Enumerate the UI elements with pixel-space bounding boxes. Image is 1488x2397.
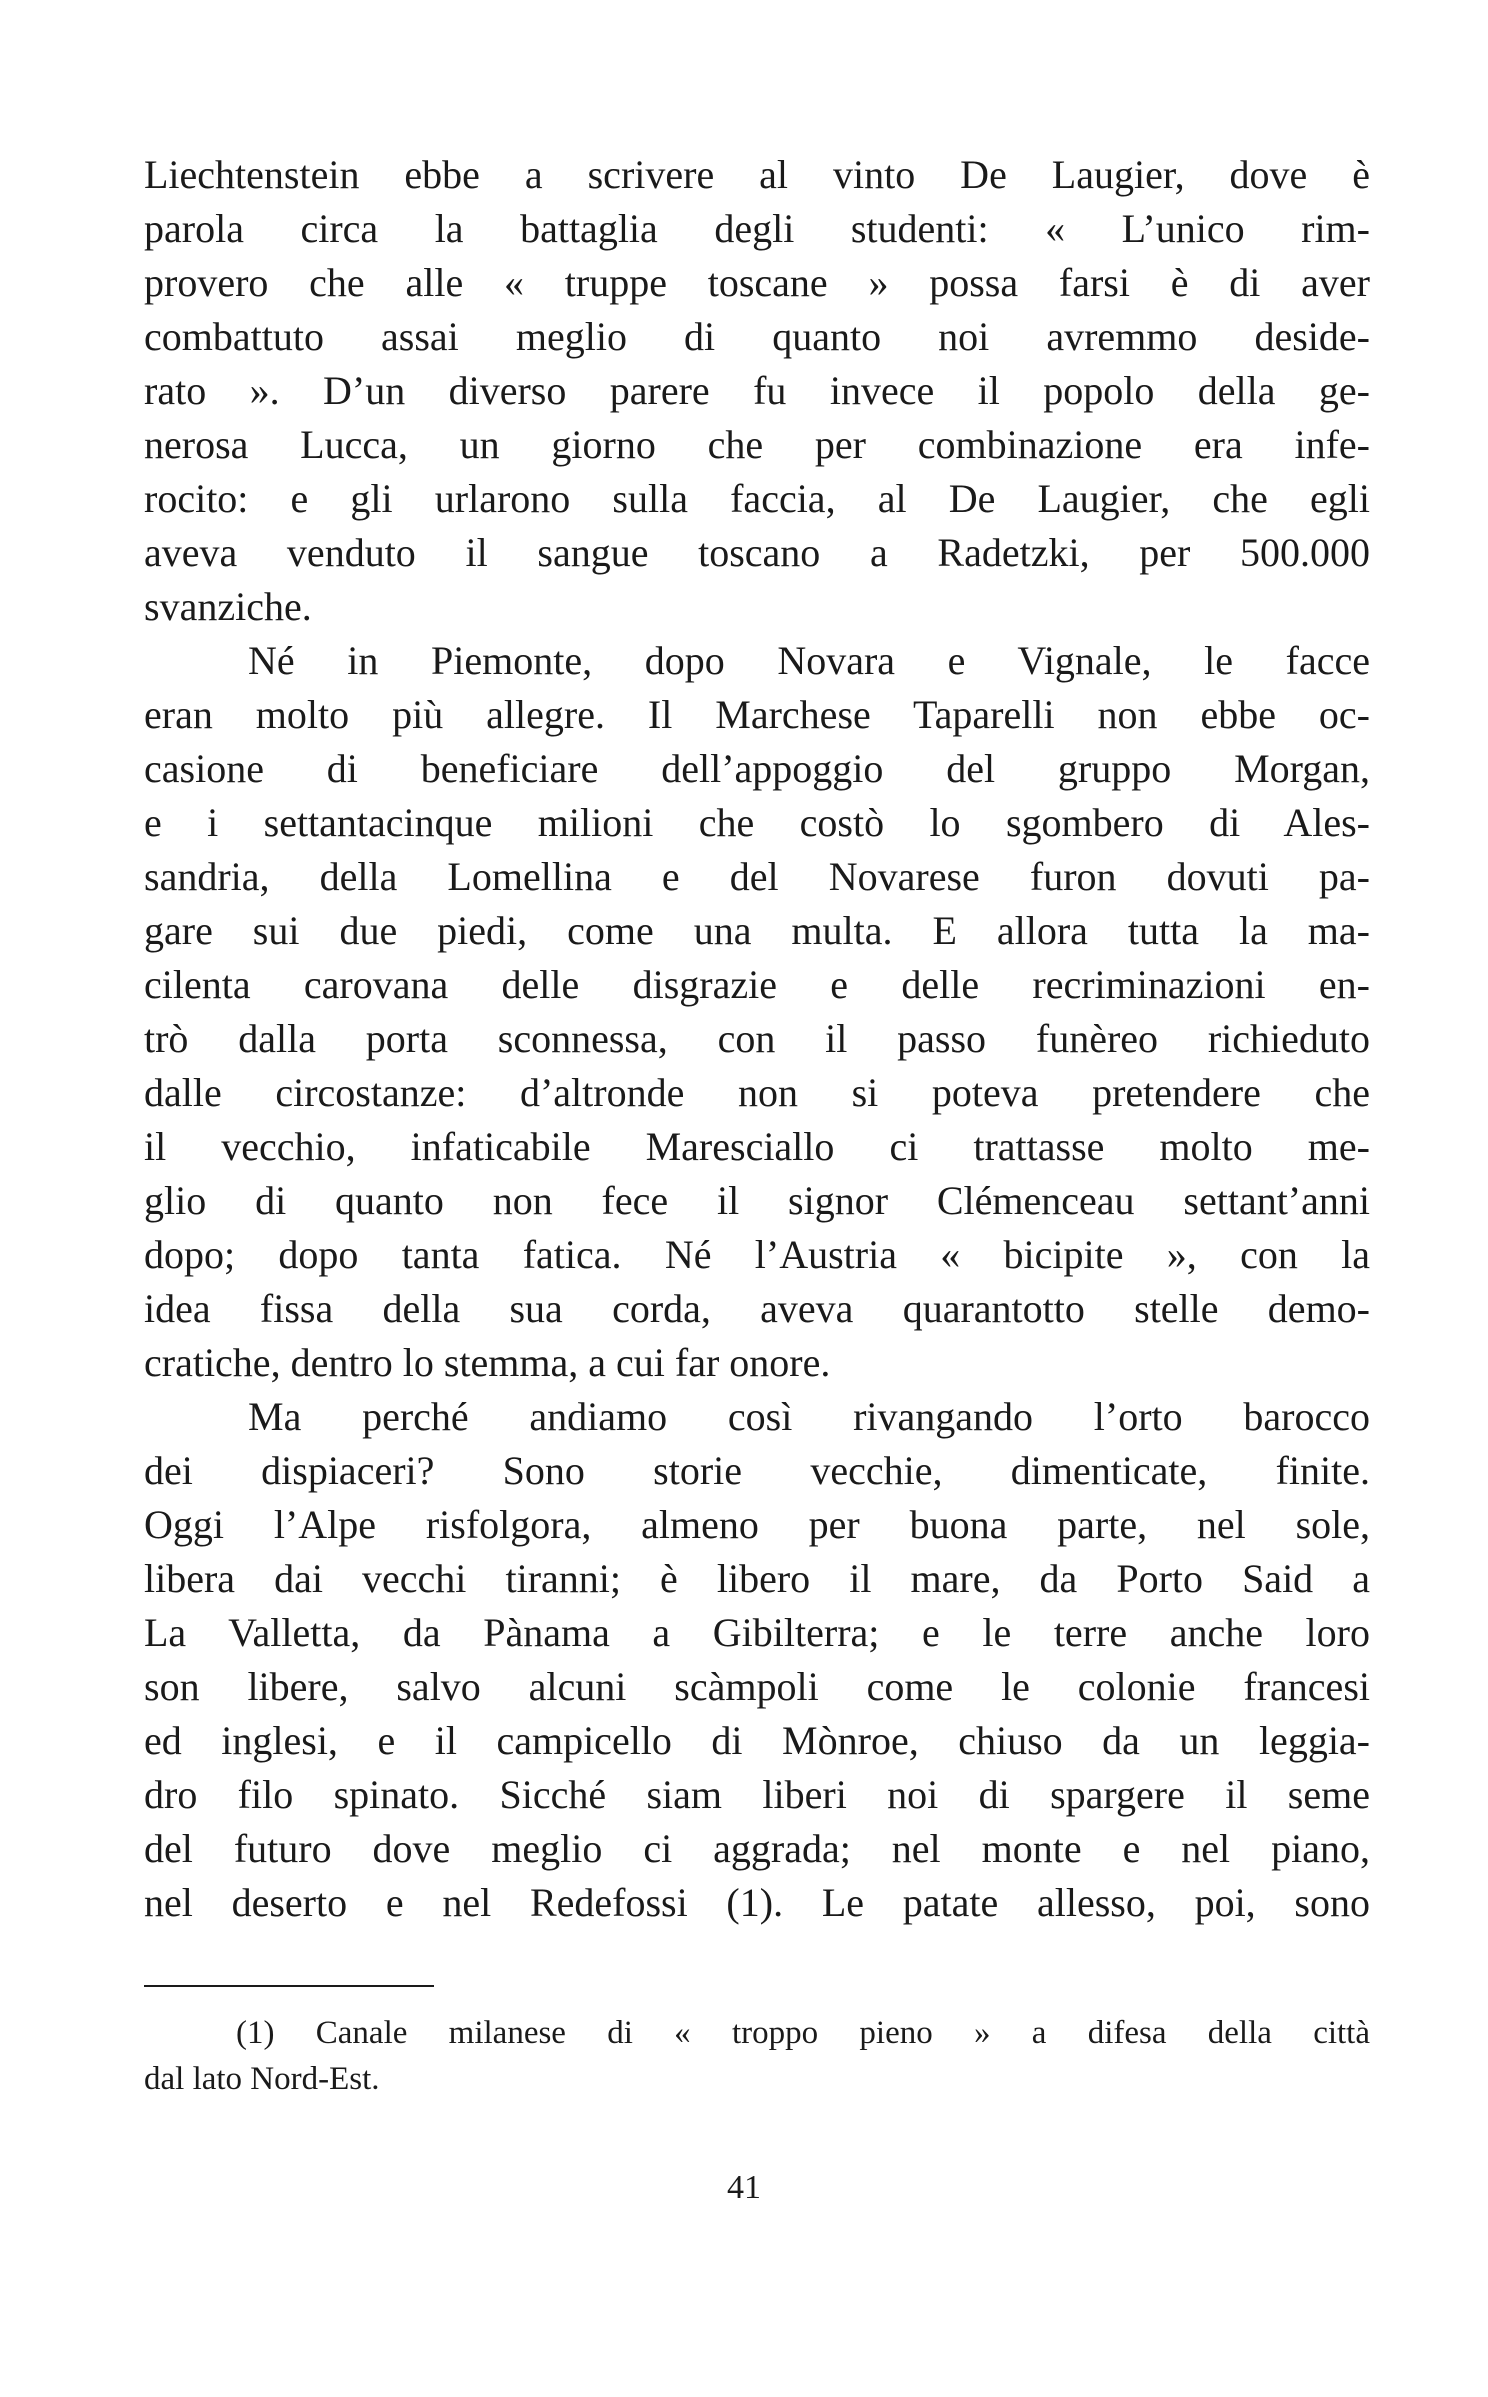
text-line: La Valletta, da Pànama a Gibilterra; e le terre anche loro [144,1610,1370,1655]
text-line: son libere, salvo alcuni scàmpoli come le colonie francesi [144,1664,1370,1709]
text-line: idea fissa della sua corda, aveva quarantotto stelle demo- [144,1286,1370,1331]
text-line: casione di beneficiare dell’appoggio del gruppo Morgan, [144,746,1370,791]
text-line: libera dai vecchi tiranni; è libero il mare, da Porto Said a [144,1556,1370,1601]
footnote [144,2010,1370,2102]
text-line: Ma perché andiamo così rivangando l’orto barocco [248,1394,1370,1439]
text-line: Liechtenstein ebbe a scrivere al vinto De Laugier, dove è [144,152,1370,197]
text-line: dopo; dopo tanta fatica. Né l’Austria « bicipite », con la [144,1232,1370,1277]
text-line: dei dispiaceri? Sono storie vecchie, dimenticate, finite. [144,1448,1370,1493]
footnote-line: dal lato Nord-Est. [144,2061,380,2097]
body-text [144,148,1370,1930]
text-line: provero che alle « truppe toscane » possa farsi è di aver [144,260,1370,305]
text-line: il vecchio, infaticabile Maresciallo ci trattasse molto me- [144,1124,1370,1169]
text-line: gare sui due piedi, come una multa. E allora tutta la ma- [144,908,1370,953]
page-number: 41 [727,2169,761,2206]
text-line: dalle circostanze: d’altronde non si poteva pretendere che [144,1070,1370,1115]
text-line: cilenta carovana delle disgrazie e delle recriminazioni en- [144,962,1370,1007]
text-line: dro filo spinato. Sicché siam liberi noi di spargere il seme [144,1772,1370,1817]
text-line: aveva venduto il sangue toscano a Radetzki, per 500.000 [144,530,1370,575]
text-line: eran molto più allegre. Il Marchese Taparelli non ebbe oc- [144,692,1370,737]
footnote-separator [144,1985,434,1987]
text-line: nerosa Lucca, un giorno che per combinazione era infe- [144,422,1370,467]
text-line: glio di quanto non fece il signor Clémenceau settant’anni [144,1178,1370,1223]
text-line: rocito: e gli urlarono sulla faccia, al De Laugier, che egli [144,476,1370,521]
text-line: combattuto assai meglio di quanto noi avremmo deside- [144,314,1370,359]
text-line: svanziche. [144,584,312,629]
text-line: cratiche, dentro lo stemma, a cui far onore. [144,1340,831,1385]
text-line: rato ». D’un diverso parere fu invece il popolo della ge- [144,368,1370,413]
text-line: sandria, della Lomellina e del Novarese furon dovuti pa- [144,854,1370,899]
text-line: nel deserto e nel Redefossi (1). Le patate allesso, poi, sono [144,1880,1370,1925]
text-line: ed inglesi, e il campicello di Mònroe, chiuso da un leggia- [144,1718,1370,1763]
text-line: parola circa la battaglia degli studenti: « L’unico rim- [144,206,1370,251]
text-line: trò dalla porta sconnessa, con il passo funèreo richieduto [144,1016,1370,1061]
footnote-line: (1) Canale milanese di « troppo pieno » a difesa della città [236,2015,1370,2051]
text-line: Oggi l’Alpe risfolgora, almeno per buona parte, nel sole, [144,1502,1370,1547]
text-line: e i settantacinque milioni che costò lo sgombero di Ales- [144,800,1370,845]
text-line: del futuro dove meglio ci aggrada; nel monte e nel piano, [144,1826,1370,1871]
text-line: Né in Piemonte, dopo Novara e Vignale, le facce [248,638,1370,683]
